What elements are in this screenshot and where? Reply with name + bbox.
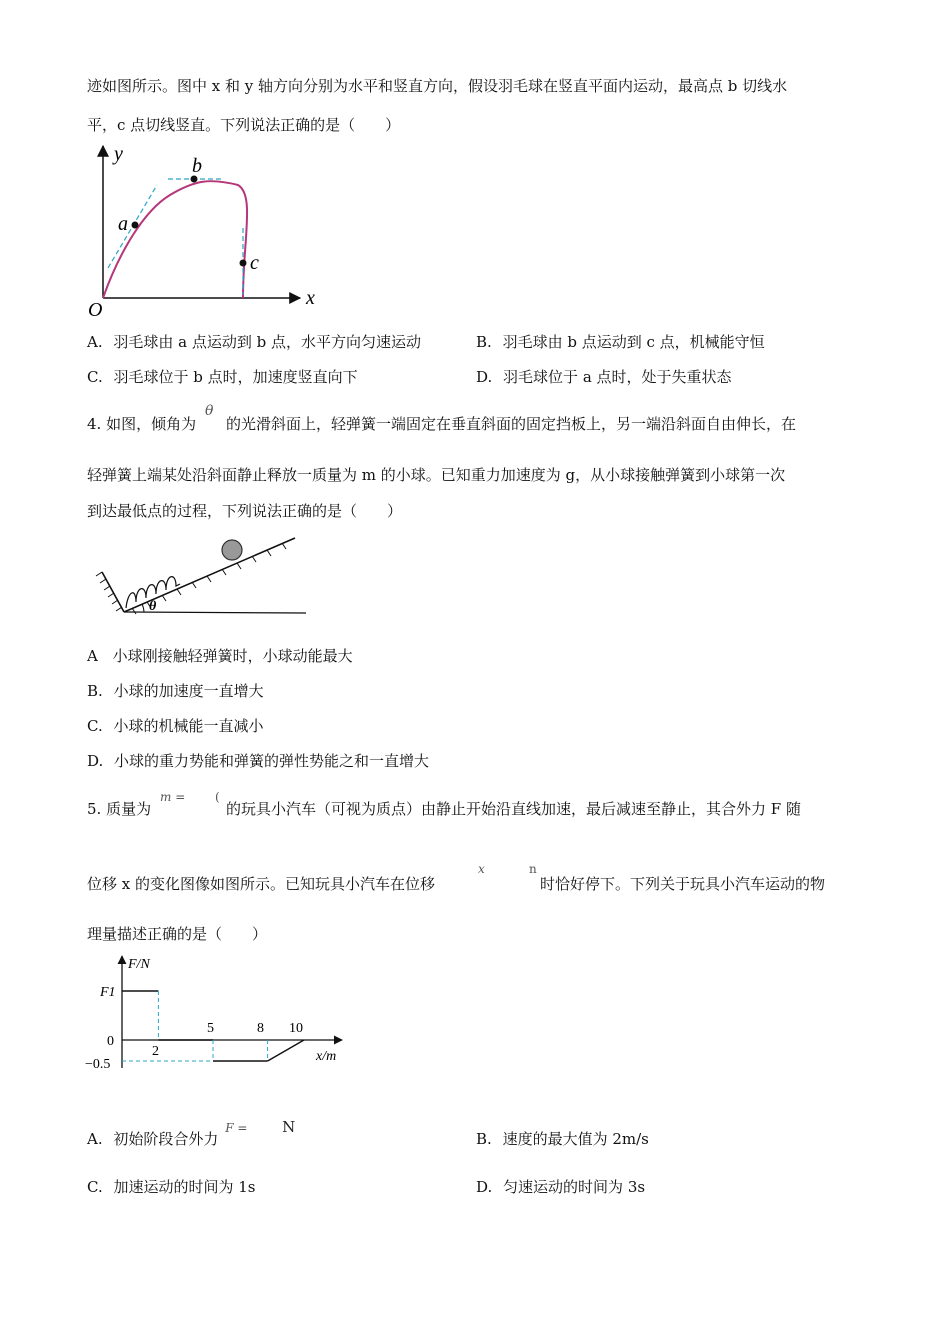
y-tick-f1: F1 bbox=[100, 985, 116, 1000]
q4-option-d-key: D. bbox=[87, 752, 104, 770]
point-a bbox=[132, 222, 139, 229]
q4-option-d[interactable] bbox=[87, 750, 429, 772]
q3-option-d-text: 羽毛球位于 a 点时，处于失重状态 bbox=[503, 368, 732, 386]
q4-option-a[interactable] bbox=[87, 645, 353, 667]
q5-stem-line2a: 位移 x 的变化图像如图所示。已知玩具小汽车在位移 bbox=[87, 875, 435, 893]
q5-mass-fragment: ( bbox=[215, 790, 220, 804]
q5-force-displacement-chart bbox=[80, 948, 360, 1078]
q5-option-b-text: 速度的最大值为 2m/s bbox=[502, 1130, 649, 1148]
q5-option-a-text: 初始阶段合外力 bbox=[113, 1130, 219, 1148]
q5-option-a-formula: F = bbox=[225, 1121, 248, 1135]
q3-option-a-text: 羽毛球由 a 点运动到 b 点，水平方向匀速运动 bbox=[113, 333, 422, 351]
q4-stem-line1a: 4. 如图，倾角为 bbox=[87, 415, 197, 433]
q3-option-a[interactable] bbox=[87, 331, 421, 353]
q4-option-a-text: 小球刚接触轻弹簧时，小球动能最大 bbox=[112, 647, 353, 665]
q4-option-a-key: A bbox=[87, 647, 98, 665]
ball bbox=[222, 540, 242, 560]
q4-stem-line1b: 的光滑斜面上，轻弹簧一端固定在垂直斜面的固定挡板上，另一端沿斜面自由伸长，在 bbox=[226, 415, 797, 433]
q3-stem-line2: 平，c 点切线竖直。下列说法正确的是（ ） bbox=[87, 116, 401, 134]
q5-option-d[interactable] bbox=[476, 1176, 645, 1198]
point-c-label: c bbox=[250, 252, 259, 274]
x-tick-10: 10 bbox=[289, 1021, 303, 1036]
q4-option-c[interactable] bbox=[87, 715, 264, 737]
q3-option-c-key: C. bbox=[87, 368, 103, 386]
q4-option-b-text: 小球的加速度一直增大 bbox=[113, 682, 264, 700]
q3-trajectory-figure bbox=[80, 140, 340, 325]
q5-option-c[interactable] bbox=[87, 1176, 256, 1198]
theta-label: θ bbox=[149, 599, 157, 614]
q5-stem-line2b: 时恰好停下。下列关于玩具小汽车运动的物 bbox=[540, 875, 826, 893]
point-b-label: b bbox=[192, 155, 202, 177]
q5-position-formula: x bbox=[478, 862, 485, 876]
y-tick-neg: −0.5 bbox=[85, 1057, 111, 1072]
y-tick-zero: 0 bbox=[107, 1034, 114, 1049]
wall bbox=[102, 572, 124, 612]
q4-option-c-text: 小球的机械能一直减小 bbox=[113, 717, 264, 735]
x-tick-5: 5 bbox=[207, 1021, 214, 1036]
q5-option-c-text: 加速运动的时间为 1s bbox=[113, 1178, 256, 1196]
q3-option-b[interactable] bbox=[476, 331, 765, 353]
q3-stem-line1: 迹如图所示。图中 x 和 y 轴方向分别为水平和竖直方向，假设羽毛球在竖直平面内运动，最高点 b 切线水 bbox=[87, 77, 788, 95]
q3-option-b-text: 羽毛球由 b 点运动到 c 点，机械能守恒 bbox=[502, 333, 765, 351]
x-tick-8: 8 bbox=[257, 1021, 264, 1036]
q5-mass-formula: m = bbox=[160, 790, 186, 804]
chart-y-axis-label: F/N bbox=[128, 957, 150, 972]
q3-option-c[interactable] bbox=[87, 366, 358, 388]
q3-option-b-key: B. bbox=[476, 333, 492, 351]
point-a-label: a bbox=[118, 213, 128, 235]
wall-hatching bbox=[96, 572, 122, 611]
q5-stem-line1a: 5. 质量为 bbox=[87, 800, 152, 818]
point-c bbox=[240, 260, 247, 267]
q5-option-a-unit: N bbox=[282, 1118, 296, 1136]
q4-theta-formula: θ bbox=[205, 403, 214, 419]
q5-option-b-key: B. bbox=[476, 1130, 492, 1148]
y-axis-label: y bbox=[114, 143, 123, 165]
q3-option-d[interactable] bbox=[476, 366, 732, 388]
chart-x-axis-label: x/m bbox=[316, 1049, 337, 1064]
q3-option-c-text: 羽毛球位于 b 点时，加速度竖直向下 bbox=[113, 368, 358, 386]
q5-position-fragment: n bbox=[529, 862, 537, 876]
q5-option-d-text: 匀速运动的时间为 3s bbox=[503, 1178, 646, 1196]
q4-option-d-text: 小球的重力势能和弹簧的弹性势能之和一直增大 bbox=[114, 752, 430, 770]
x-tick-2: 2 bbox=[152, 1044, 159, 1059]
q5-option-d-key: D. bbox=[476, 1178, 493, 1196]
origin-label: O bbox=[88, 299, 103, 321]
q4-option-b[interactable] bbox=[87, 680, 264, 702]
q3-option-a-key: A. bbox=[87, 333, 103, 351]
q4-stem-line2: 轻弹簧上端某处沿斜面静止释放一质量为 m 的小球。已知重力加速度为 g，从小球接触弹簧到小球第一次 bbox=[87, 466, 786, 484]
q5-option-c-key: C. bbox=[87, 1178, 103, 1196]
angle-arc bbox=[142, 604, 144, 612]
q5-option-b[interactable] bbox=[476, 1128, 649, 1150]
q4-option-c-key: C. bbox=[87, 717, 103, 735]
q5-stem-line1b: 的玩具小汽车（可视为质点）由静止开始沿直线加速，最后减速至静止，其合外力 F 随 bbox=[226, 800, 801, 818]
q4-option-b-key: B. bbox=[87, 682, 103, 700]
q5-option-a[interactable] bbox=[87, 1118, 296, 1151]
q4-stem-line3: 到达最低点的过程，下列说法正确的是（ ） bbox=[87, 502, 403, 520]
x-axis-label: x bbox=[306, 287, 315, 309]
q3-option-d-key: D. bbox=[476, 368, 493, 386]
q4-incline-figure bbox=[92, 530, 312, 620]
f-segment-5 bbox=[268, 1040, 304, 1061]
q5-stem-line3: 理量描述正确的是（ ） bbox=[87, 925, 268, 943]
q5-option-a-key: A. bbox=[87, 1130, 103, 1148]
